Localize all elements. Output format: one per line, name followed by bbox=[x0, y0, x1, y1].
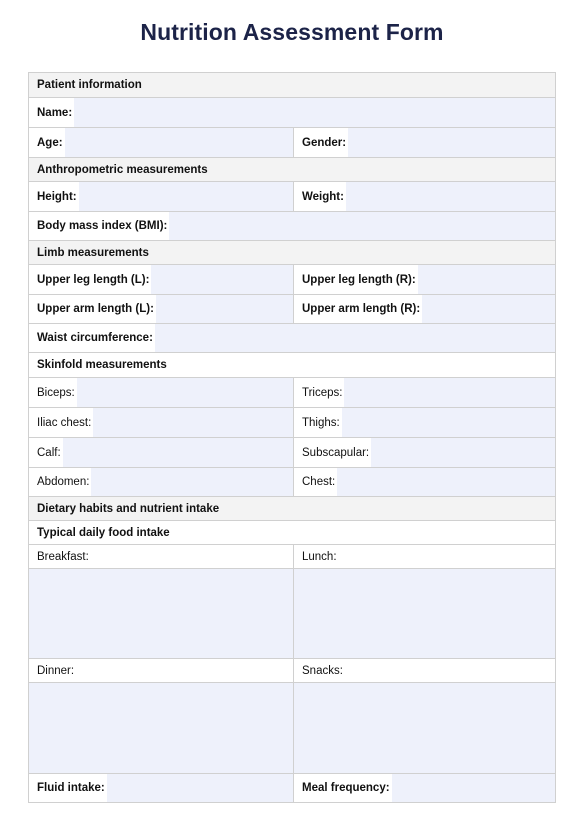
age-field[interactable] bbox=[65, 128, 293, 157]
subscapular-label: Subscapular: bbox=[294, 438, 371, 467]
calf-field[interactable] bbox=[63, 438, 293, 467]
upper-leg-right-field[interactable] bbox=[418, 265, 555, 294]
row-waist bbox=[29, 324, 555, 353]
waist-field[interactable] bbox=[155, 324, 555, 352]
row-bmi bbox=[29, 212, 555, 241]
fluid-intake-label: Fluid intake: bbox=[29, 774, 107, 802]
row-dinner-snacks-labels bbox=[29, 659, 555, 683]
snacks-label: Snacks: bbox=[294, 659, 345, 682]
upper-leg-right-label: Upper leg length (R): bbox=[294, 265, 418, 294]
weight-label: Weight: bbox=[294, 182, 346, 211]
name-field[interactable] bbox=[74, 98, 555, 127]
section-limb bbox=[29, 241, 555, 265]
triceps-field[interactable] bbox=[344, 378, 555, 407]
row-upper-arm bbox=[29, 295, 555, 324]
calf-label: Calf: bbox=[29, 438, 63, 467]
height-label: Height: bbox=[29, 182, 79, 211]
gender-label: Gender: bbox=[294, 128, 348, 157]
lunch-label: Lunch: bbox=[294, 545, 339, 568]
name-label: Name: bbox=[29, 98, 74, 127]
row-height-weight bbox=[29, 182, 555, 212]
iliac-chest-field[interactable] bbox=[93, 408, 293, 437]
subscapular-field[interactable] bbox=[371, 438, 555, 467]
chest-label: Chest: bbox=[294, 468, 337, 496]
thighs-label: Thighs: bbox=[294, 408, 342, 437]
thighs-field[interactable] bbox=[342, 408, 555, 437]
row-biceps-triceps bbox=[29, 378, 555, 408]
triceps-label: Triceps: bbox=[294, 378, 344, 407]
age-label: Age: bbox=[29, 128, 65, 157]
row-age-gender bbox=[29, 128, 555, 158]
row-breakfast-lunch-labels bbox=[29, 545, 555, 569]
section-patient-information bbox=[29, 73, 555, 98]
abdomen-field[interactable] bbox=[91, 468, 293, 496]
section-heading: Dietary habits and nutrient intake bbox=[29, 497, 221, 520]
biceps-label: Biceps: bbox=[29, 378, 77, 407]
fluid-intake-field[interactable] bbox=[107, 774, 293, 802]
lunch-field[interactable] bbox=[294, 569, 555, 658]
row-dinner-snacks-boxes bbox=[29, 683, 555, 774]
row-iliac-thighs bbox=[29, 408, 555, 438]
chest-field[interactable] bbox=[337, 468, 555, 496]
gender-field[interactable] bbox=[348, 128, 555, 157]
meal-frequency-label: Meal frequency: bbox=[294, 774, 392, 802]
upper-arm-right-field[interactable] bbox=[422, 295, 555, 323]
upper-arm-right-label: Upper arm length (R): bbox=[294, 295, 422, 323]
dinner-field[interactable] bbox=[29, 683, 293, 773]
height-field[interactable] bbox=[79, 182, 293, 211]
subsection-typical-daily bbox=[29, 521, 555, 545]
subsection-heading: Typical daily food intake bbox=[29, 521, 172, 544]
row-calf-subscapular bbox=[29, 438, 555, 468]
section-dietary bbox=[29, 497, 555, 521]
biceps-field[interactable] bbox=[77, 378, 293, 407]
section-heading: Skinfold measurements bbox=[29, 353, 169, 377]
weight-field[interactable] bbox=[346, 182, 555, 211]
section-heading: Patient information bbox=[29, 73, 144, 97]
row-fluid-meal bbox=[29, 774, 555, 803]
breakfast-field[interactable] bbox=[29, 569, 293, 658]
section-heading: Anthropometric measurements bbox=[29, 158, 210, 181]
row-upper-leg bbox=[29, 265, 555, 295]
row-abdomen-chest bbox=[29, 468, 555, 497]
row-breakfast-lunch-boxes bbox=[29, 569, 555, 659]
upper-leg-left-field[interactable] bbox=[151, 265, 293, 294]
snacks-field[interactable] bbox=[294, 683, 555, 773]
section-heading: Limb measurements bbox=[29, 241, 151, 264]
row-name bbox=[29, 98, 555, 128]
breakfast-label: Breakfast: bbox=[29, 545, 91, 568]
bmi-label: Body mass index (BMI): bbox=[29, 212, 169, 240]
upper-leg-left-label: Upper leg length (L): bbox=[29, 265, 151, 294]
section-skinfold bbox=[29, 353, 555, 378]
upper-arm-left-field[interactable] bbox=[156, 295, 293, 323]
meal-frequency-field[interactable] bbox=[392, 774, 555, 802]
abdomen-label: Abdomen: bbox=[29, 468, 91, 496]
iliac-chest-label: Iliac chest: bbox=[29, 408, 93, 437]
page-title: Nutrition Assessment Form bbox=[140, 19, 444, 45]
waist-label: Waist circumference: bbox=[29, 324, 155, 352]
bmi-field[interactable] bbox=[169, 212, 555, 240]
assessment-form bbox=[28, 72, 556, 803]
upper-arm-left-label: Upper arm length (L): bbox=[29, 295, 156, 323]
dinner-label: Dinner: bbox=[29, 659, 76, 682]
section-anthropometric bbox=[29, 158, 555, 182]
